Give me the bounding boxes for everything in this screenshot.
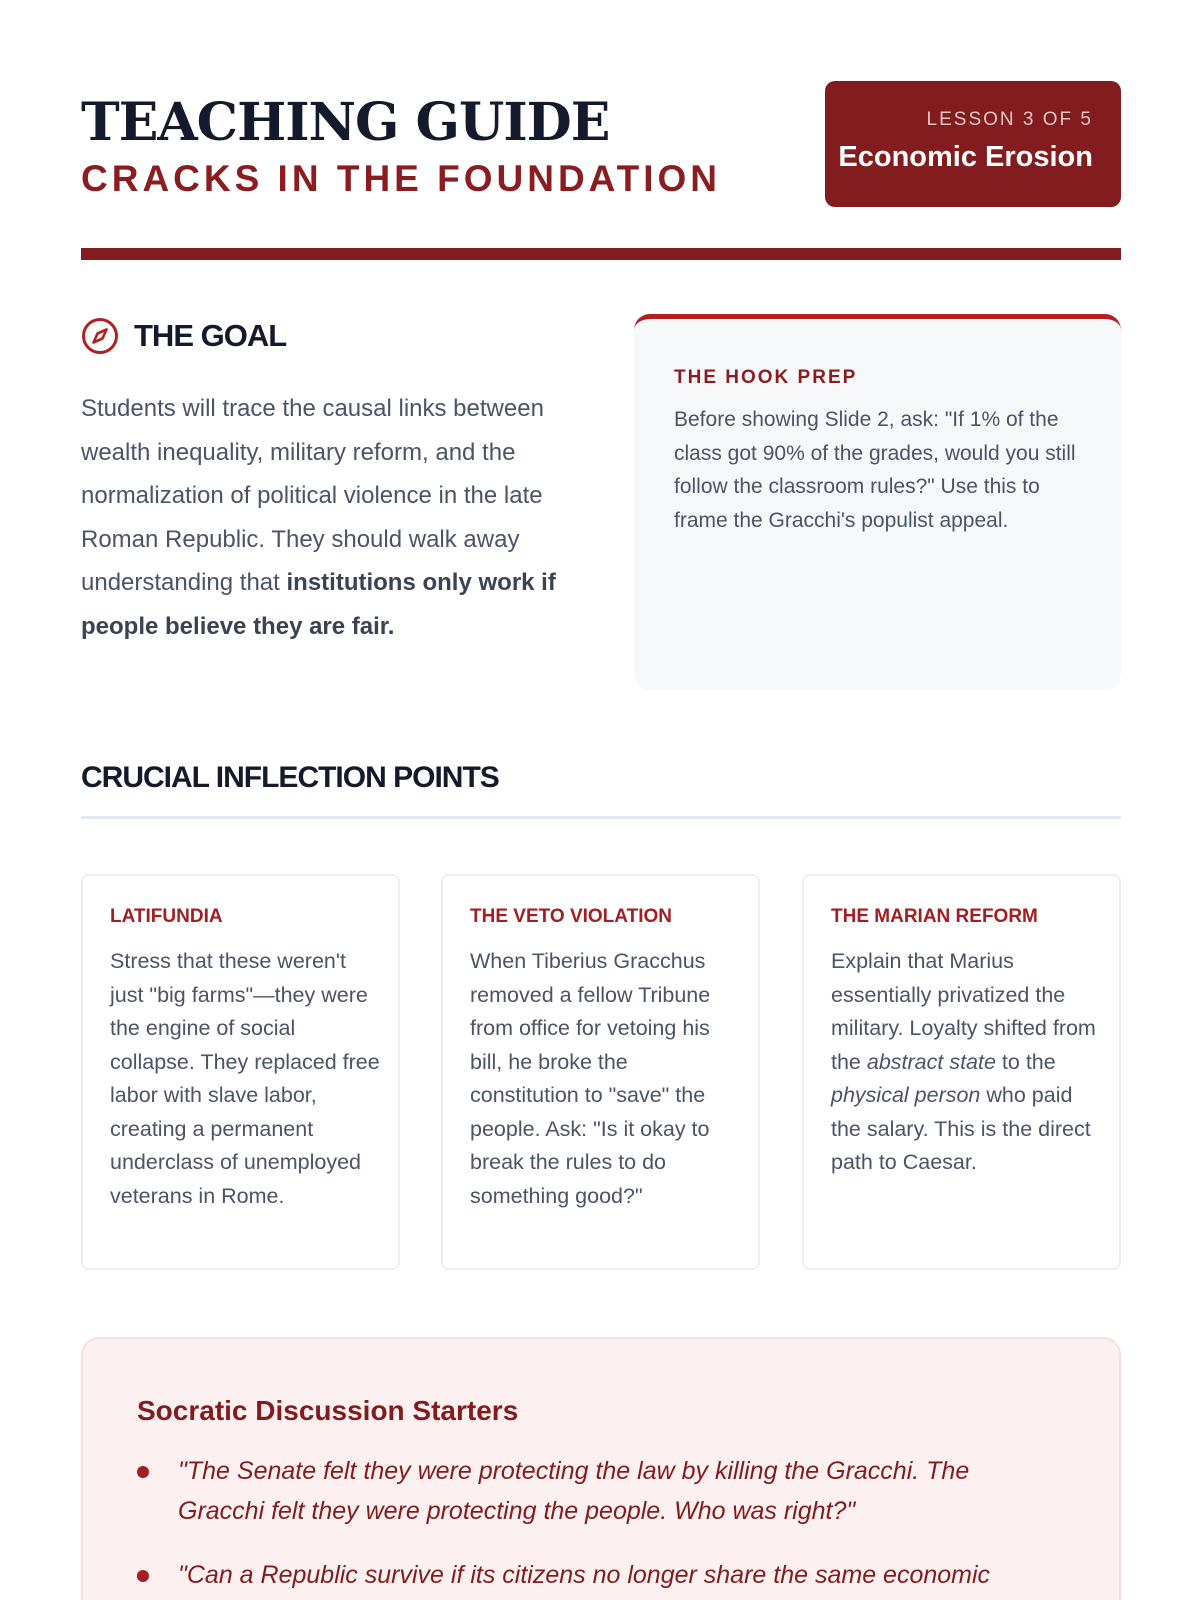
page-header [81,81,1121,207]
discussion-box [81,1337,1121,1600]
card-text [831,945,1101,1180]
card-latifundia [81,874,400,1270]
discussion-item [137,1555,1057,1595]
card-label: THE VETO VIOLATION [470,906,672,927]
hook-label: THE HOOK PREP [674,367,858,388]
discussion-item-text: "Can a Republic survive if its citizens no longer share the same economic [178,1561,991,1589]
card-label: THE MARIAN REFORM [831,906,1038,927]
card-label: LATIFUNDIA [110,906,223,927]
page-subtitle: CRACKS IN THE FOUNDATION [81,158,722,199]
goal-title: THE GOAL [134,318,287,353]
discussion-title: Socratic Discussion Starters [137,1395,519,1426]
card-text-emphasis: abstract state [866,1049,996,1074]
goal-section [81,316,581,648]
goal-text [81,387,581,648]
card-veto-violation [441,874,760,1270]
lesson-count: LESSON 3 OF 5 [926,109,1093,130]
goal-text-body: Students will trace the causal links between wealth inequality, military reform, and the normalization of political violence in the late Roman Republic. They should walk away understanding that [81,395,544,596]
bullet-dot-icon [137,1570,149,1582]
lesson-badge [825,81,1121,207]
card-marian-reform [802,874,1121,1270]
inflection-cards [81,874,1121,1270]
card-text-part: who paid the salary. This is the direct path to Caesar. [831,1083,1091,1174]
card-text-part: Explain that Marius essentially privatized the military. Loyalty shifted from the [831,949,1096,1074]
header-divider [81,248,1121,260]
discussion-item [137,1451,1057,1531]
hook-prep-card [634,314,1121,690]
card-text: Stress that these weren't just "big farms"—they were the engine of social collapse. They replaced free labor with slave labor, creating a permanent underclass of unemployed veterans in Rome. [110,949,380,1208]
card-text-emphasis: physical person [831,1083,981,1107]
card-text: When Tiberius Gracchus removed a fellow Tribune from office for vetoing his bill, he broke the constitution to "save" the people. Ask: "Is it okay to break the rules to do something good?" [470,949,711,1208]
discussion-list [137,1451,1057,1600]
teaching-guide-page [81,0,1121,1600]
hook-text: Before showing Slide 2, ask: "If 1% of the class got 90% of the grades, would you still follow the classroom rules?" Use this to frame the Gracchi's populist appeal. [674,408,1076,532]
goal-emphasis: institutions only work if people believe they are fair. [81,569,556,640]
goal-heading [81,316,581,356]
card-text-part: to the [995,1049,1056,1074]
lesson-name: Economic Erosion [838,141,1093,173]
bullet-dot-icon [137,1466,149,1478]
page-title: TEACHING GUIDE [81,92,610,153]
inflection-divider [81,816,1121,819]
inflection-title: CRUCIAL INFLECTION POINTS [81,761,499,794]
compass-icon [81,317,119,355]
discussion-item-text: "The Senate felt they were protecting the law by killing the Gracchi. The Gracchi felt they were protecting the people. Who was right?" [178,1457,970,1525]
